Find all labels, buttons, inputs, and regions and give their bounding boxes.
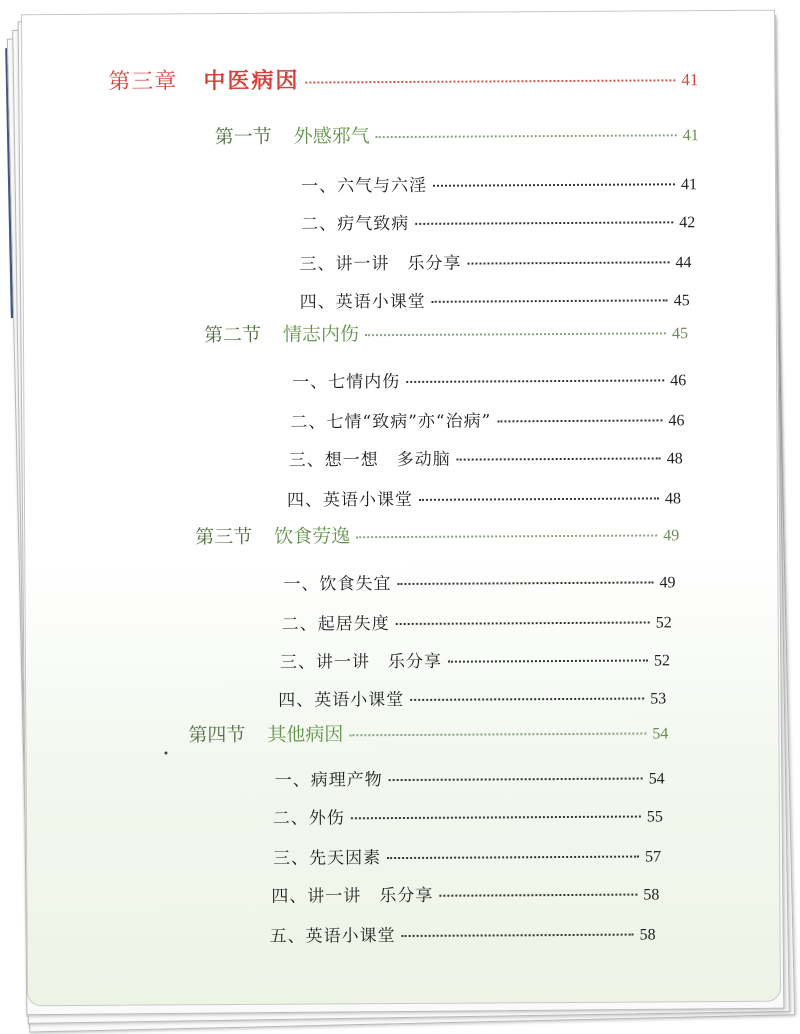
dot-leader xyxy=(406,379,664,383)
toc-item[interactable] xyxy=(283,567,675,603)
dot-leader xyxy=(365,332,666,336)
page-number: 42 xyxy=(679,214,696,232)
page-number: 52 xyxy=(653,652,670,670)
toc-item[interactable] xyxy=(278,683,666,719)
dot-leader xyxy=(410,698,644,701)
item-title: 二、七情“致病”亦“治病” xyxy=(290,411,492,433)
item-title: 二、疠气致病 xyxy=(301,213,410,235)
page-number: 58 xyxy=(643,886,660,904)
item-title: 三、想一想 多动脑 xyxy=(288,449,451,471)
dot-leader xyxy=(415,221,673,225)
toc-item[interactable] xyxy=(275,763,665,799)
toc-item[interactable] xyxy=(300,285,690,321)
section-title: 外感邪气 xyxy=(293,125,370,148)
page-number: 45 xyxy=(671,325,688,343)
dot-leader xyxy=(351,816,641,820)
page-number: 58 xyxy=(639,926,656,944)
chapter-number: 第三章 xyxy=(108,69,178,95)
item-title: 四、英语小课堂 xyxy=(286,489,414,511)
item-title: 一、七情内伤 xyxy=(292,372,401,393)
page-number: 46 xyxy=(670,372,687,390)
print-speck xyxy=(164,751,167,754)
section-number: 第一节 xyxy=(214,125,272,149)
dot-leader xyxy=(349,733,646,737)
page-number: 49 xyxy=(659,574,676,592)
toc-item[interactable] xyxy=(292,365,686,401)
page-number: 53 xyxy=(650,690,667,708)
dot-leader xyxy=(387,856,639,860)
dot-leader xyxy=(419,497,659,500)
item-title: 三、先天因素 xyxy=(273,848,382,869)
toc-item[interactable] xyxy=(282,607,672,643)
section-number: 第三节 xyxy=(195,525,253,549)
dot-leader xyxy=(396,621,650,625)
page-number: 54 xyxy=(652,725,669,743)
page-number: 41 xyxy=(682,127,699,145)
item-title: 三、讲一讲 乐分享 xyxy=(279,651,443,673)
item-title: 四、讲一讲 乐分享 xyxy=(271,885,434,907)
page-number: 41 xyxy=(680,176,698,194)
page-number: 46 xyxy=(668,412,685,430)
page-number: 41 xyxy=(681,70,699,90)
toc-item[interactable] xyxy=(299,247,691,283)
section-entry[interactable] xyxy=(188,717,668,754)
dot-leader xyxy=(457,457,661,460)
page-number: 48 xyxy=(666,450,683,468)
dot-leader xyxy=(433,183,675,186)
page-number: 57 xyxy=(645,848,662,866)
chapter-entry[interactable] xyxy=(108,61,698,99)
toc-item[interactable] xyxy=(270,919,656,955)
toc-item[interactable] xyxy=(273,801,663,837)
item-title: 三、讲一讲 乐分享 xyxy=(299,253,462,275)
dot-leader xyxy=(432,299,668,302)
toc-item[interactable] xyxy=(301,169,697,205)
toc-page xyxy=(21,10,781,1007)
dot-leader xyxy=(376,134,677,138)
page-number: 54 xyxy=(648,770,665,788)
dot-leader xyxy=(402,934,634,937)
section-title: 其他病因 xyxy=(267,723,344,746)
toc-item[interactable] xyxy=(290,405,684,441)
section-entry[interactable] xyxy=(204,317,688,354)
dot-leader xyxy=(497,419,662,422)
item-title: 五、英语小课堂 xyxy=(269,926,396,947)
page-number: 55 xyxy=(646,808,663,826)
section-number: 第四节 xyxy=(188,723,246,747)
dot-leader xyxy=(468,261,670,264)
item-title: 二、外伤 xyxy=(272,808,345,829)
item-title: 四、英语小课堂 xyxy=(278,689,405,711)
item-title: 一、六气与六淫 xyxy=(300,175,428,197)
section-entry[interactable] xyxy=(215,119,699,156)
dot-leader xyxy=(439,894,637,897)
section-entry[interactable] xyxy=(195,519,679,556)
section-number: 第二节 xyxy=(203,323,262,347)
toc-item[interactable] xyxy=(289,443,683,479)
chapter-title: 中医病因 xyxy=(203,67,300,95)
dot-leader xyxy=(389,778,643,782)
item-title: 四、英语小课堂 xyxy=(299,291,426,313)
item-title: 一、饮食失宜 xyxy=(283,574,392,595)
section-title: 情志内伤 xyxy=(282,323,360,346)
page-number: 45 xyxy=(673,292,690,310)
dot-leader xyxy=(448,659,648,662)
dot-leader xyxy=(305,79,675,83)
toc-item[interactable] xyxy=(280,645,670,681)
toc-item[interactable] xyxy=(273,841,661,877)
toc-item[interactable] xyxy=(287,483,681,519)
item-title: 二、起居失度 xyxy=(281,614,390,635)
dot-leader xyxy=(397,581,653,585)
dot-leader xyxy=(356,534,657,538)
item-title: 一、病理产物 xyxy=(274,770,383,791)
page-number: 52 xyxy=(655,614,672,632)
page-number: 48 xyxy=(664,490,682,508)
toc-item[interactable] xyxy=(271,879,659,915)
toc-item[interactable] xyxy=(301,207,695,243)
section-title: 饮食劳逸 xyxy=(274,525,351,548)
page-number: 49 xyxy=(663,527,680,545)
page-number: 44 xyxy=(675,254,692,272)
